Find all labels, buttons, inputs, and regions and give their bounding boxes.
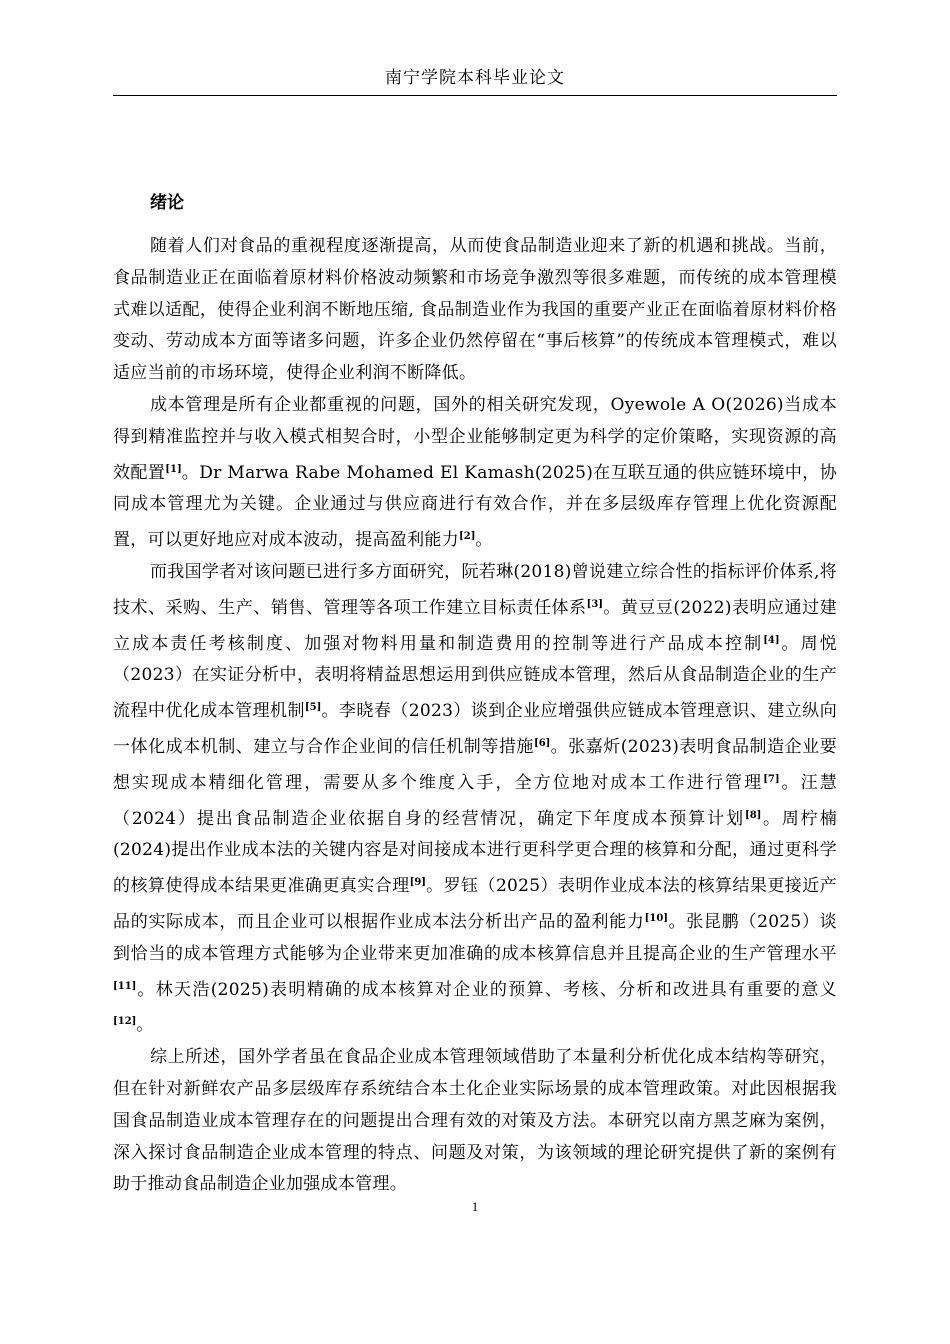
paragraph-text: 。张昆鹏（2025）谈到恰当的成本管理方式能够为企业带来更加准确的成本核算信息并且提高企业的生产管理水平 xyxy=(113,911,837,964)
paragraph-text: 。Dr Marwa Rabe Mohamed El Kamash(2025)在互联互通的供应链环境中，协同成本管理尤为关键。企业通过与供应商进行有效合作，并在多层级库存管理上优化资源配置，可以更好地应对成本波动，提高盈利能力 xyxy=(113,462,837,551)
page-number: 1 xyxy=(471,1199,479,1214)
paragraph-text: 。周柠楠(2024)提出作业成本法的关键内容是对间接成本进行更科学更合理的核算和分配，通过更科学的核算使得成本结果更准确更真实合理 xyxy=(113,808,838,897)
paragraph-text: 而我国学者对该问题已进行多方面研究，阮若琳(2018)曾说建立综合性的指标评价体系,将技术、采购、生产、销售、管理等各项工作建立目标责任体系 xyxy=(113,561,837,618)
paragraph-text: 。周悦（2023）在实证分析中，表明将精益思想运用到供应链成本管理，然后从食品制造企业的生产流程中优化成本管理机制 xyxy=(113,633,837,722)
running-header: 南宁学院本科毕业论文 xyxy=(385,68,565,88)
citation-ref: [8] xyxy=(744,809,762,821)
paragraph-1 xyxy=(113,231,837,390)
paragraph-text: 。张嘉炘(2023)表明食品制造企业要想实现成本精细化管理，需要从多个维度入手，全方位地对成本工作进行管理 xyxy=(113,736,838,793)
citation-ref: [12] xyxy=(113,1016,137,1028)
citation-ref: [11] xyxy=(113,980,137,992)
citation-ref: [1] xyxy=(165,463,182,475)
paragraph-text: 随着人们对食品的重视程度逐渐提高，从而使食品制造业迎来了新的机遇和挑战。当前，食品制造业正在面临着原材料价格波动频繁和市场竞争激烈等很多难题，而传统的成本管理模式难以适配，使得企业利润不断地压缩, 食品制造业作为我国的重要产业正在面临着原材料价格变动、劳动成本方面等诸多问题，许多企业仍然停留在“事后核算”的传统成本管理模式，难以适应当前的市场环境，使得企业利润不断降低。 xyxy=(113,236,837,384)
citation-ref: [5] xyxy=(304,702,322,714)
citation-ref: [3] xyxy=(586,598,604,610)
paragraph-text: 。李晓春（2023）谈到企业应增强供应链成本管理意识、建立纵向一体化成本机制、建立与合作企业间的信任机制等措施 xyxy=(113,701,838,757)
paragraph-4 xyxy=(113,1042,837,1201)
citation-ref: [4] xyxy=(763,634,780,646)
paragraph-2 xyxy=(113,390,837,557)
paragraph-text: 。 xyxy=(475,530,493,551)
section-title: 绪论 xyxy=(150,193,184,213)
body-text xyxy=(113,231,837,1201)
citation-ref: [2] xyxy=(459,531,476,543)
citation-ref: [10] xyxy=(644,912,669,924)
paragraph-text: 。黄豆豆(2022)表明应通过建立成本责任考核制度、加强对物料用量和制造费用的控制等进行产品成本控制 xyxy=(113,597,837,654)
paragraph-text: 。罗钰（2025）表明作业成本法的核算结果更接近产品的实际成本，而且企业可以根据作业成本法分析出产品的盈利能力 xyxy=(113,876,837,932)
paragraph-text: 。汪慧（2024）提出食品制造企业依据自身的经营情况，确定下年度成本预算计划 xyxy=(113,772,837,829)
paragraph-3 xyxy=(113,557,837,1042)
paragraph-text: 。 xyxy=(136,1015,154,1036)
paragraph-text: 成本管理是所有企业都重视的问题，国外的相关研究发现，Oyewole A O(2026)当成本得到精准监控并与收入模式相契合时，小型企业能够制定更为科学的定价策略，实现资源的高效配置 xyxy=(113,394,837,483)
paragraph-text: 综上所述，国外学者虽在食品企业成本管理领域借助了本量利分析优化成本结构等研究，但在针对新鲜农产品多层级库存系统结合本土化企业实际场景的成本管理政策。对此因根据我国食品制造业成本管理存在的问题提出合理有效的对策及方法。本研究以南方黑芝麻为案例，深入探讨食品制造企业成本管理的特点、问题及对策，为该领域的理论研究提供了新的案例有助于推动食品制造企业加强成本管理。 xyxy=(113,1047,837,1195)
header-rule xyxy=(113,95,837,96)
paragraph-text: 。林天浩(2025)表明精确的成本核算对企业的预算、考核、分析和改进具有重要的意义 xyxy=(136,979,837,1000)
citation-ref: [9] xyxy=(409,877,427,889)
citation-ref: [7] xyxy=(763,773,780,785)
citation-ref: [6] xyxy=(533,737,551,749)
